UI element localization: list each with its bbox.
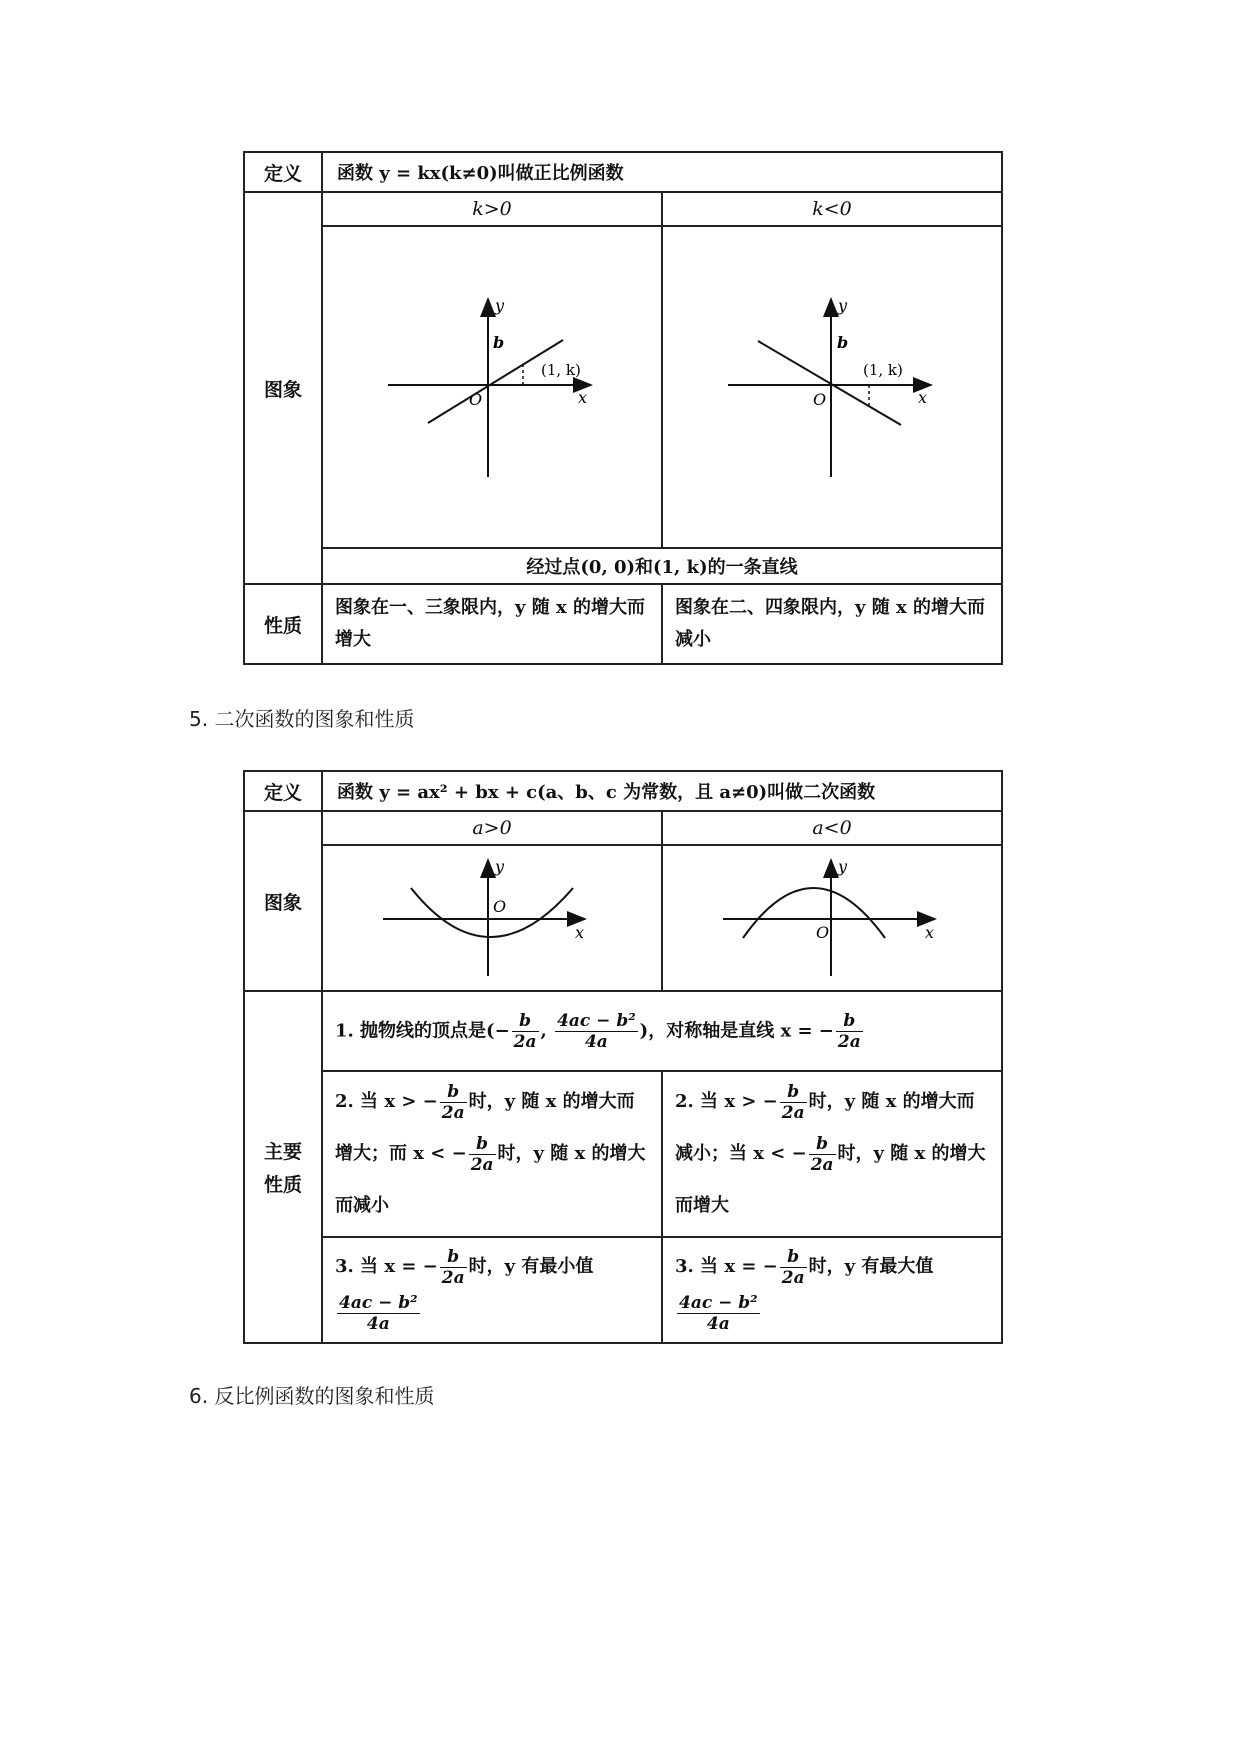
fraction-numerator: b <box>780 1247 807 1268</box>
fraction <box>469 1134 496 1175</box>
fraction-numerator: b <box>440 1082 467 1103</box>
text-part: 时，y 随 x 的增大 <box>837 1143 986 1164</box>
fraction-numerator: 4ac − b² <box>679 1292 758 1313</box>
y-axis-label: y <box>495 857 505 876</box>
text-part: 2. 当 x > − <box>335 1091 438 1112</box>
vertex-property <box>322 991 1002 1071</box>
point-label: (1, k) <box>863 361 903 379</box>
fraction-denominator: 4a <box>584 1031 608 1052</box>
fraction-numerator: b <box>836 1011 863 1032</box>
fraction-denominator: 2a <box>837 1031 861 1052</box>
text-part: 减小；当 x < − <box>675 1143 807 1164</box>
fraction-denominator: 2a <box>441 1102 465 1123</box>
fraction-numerator: 4ac − b² <box>557 1010 636 1031</box>
monotonic-property-a-positive <box>322 1071 662 1237</box>
text-part: 而减小 <box>335 1195 389 1216</box>
text-part: 2. 当 x > − <box>675 1091 778 1112</box>
origin-label: O <box>469 390 483 409</box>
minimum-value-fraction <box>337 1293 420 1334</box>
property-label: 性质 <box>244 584 322 664</box>
b-label: b <box>837 333 849 352</box>
case-header-k-negative: k<0 <box>662 192 1002 226</box>
graph-a-positive <box>323 846 663 986</box>
fraction-numerator: b <box>809 1134 836 1155</box>
line-graph <box>758 341 901 425</box>
graph-cell-k-positive <box>322 226 662 548</box>
definition-label: 定义 <box>244 152 322 192</box>
x-axis-label: x <box>578 388 588 407</box>
linear-function-table <box>243 151 1003 665</box>
fraction-denominator: 4a <box>366 1313 390 1334</box>
text-part: 而增大 <box>675 1195 729 1216</box>
text-part: 3. 当 x = − <box>675 1256 778 1277</box>
y-axis-label: y <box>838 296 848 315</box>
graph-cell-a-negative <box>662 845 1002 991</box>
y-axis-label: y <box>838 857 848 876</box>
text-part: 时，y 有最大值 <box>808 1256 934 1277</box>
origin-label: O <box>813 390 827 409</box>
fraction-numerator: 4ac − b² <box>339 1292 418 1313</box>
main-property-label <box>244 991 322 1343</box>
fraction <box>809 1134 836 1175</box>
text-part: 时，y 有最小值 <box>468 1256 594 1277</box>
extreme-property-a-negative <box>662 1237 1002 1343</box>
fraction-numerator: b <box>440 1247 467 1268</box>
case-header-k-positive: k>0 <box>322 192 662 226</box>
separator: , <box>540 1020 547 1041</box>
fraction-denominator: 2a <box>810 1154 834 1175</box>
line-graph <box>428 340 563 423</box>
graph-k-positive <box>323 227 663 543</box>
case-header-a-negative: a<0 <box>662 811 1002 845</box>
x-axis-label: x <box>575 923 585 942</box>
fraction-numerator: b <box>469 1134 496 1155</box>
fraction-denominator: 2a <box>470 1154 494 1175</box>
vertex-prefix: 1. 抛物线的顶点是(− <box>335 1020 510 1041</box>
parabola-down <box>743 888 885 938</box>
fraction <box>836 1011 863 1052</box>
origin-label: O <box>816 923 830 942</box>
graph-cell-a-positive <box>322 845 662 991</box>
section-heading-6: 6. 反比例函数的图象和性质 <box>189 1384 435 1408</box>
fraction-denominator: 2a <box>441 1267 465 1288</box>
origin-label: O <box>493 897 507 916</box>
parabola-up <box>411 888 573 937</box>
graph-label: 图象 <box>244 811 322 991</box>
quadratic-function-table <box>243 770 1003 1344</box>
text-part: 增大；而 x < − <box>335 1143 467 1164</box>
section-heading-5: 5. 二次函数的图象和性质 <box>189 707 415 731</box>
graph-a-negative <box>663 846 1003 986</box>
fraction <box>440 1082 467 1123</box>
line-note: 经过点(0, 0)和(1, k)的一条直线 <box>322 548 1002 584</box>
text-part: 3. 当 x = − <box>335 1256 438 1277</box>
fraction-numerator: b <box>780 1082 807 1103</box>
monotonic-property-a-negative <box>662 1071 1002 1237</box>
fraction <box>512 1011 539 1052</box>
definition-text: 函数 y = kx(k≠0)叫做正比例函数 <box>322 152 1002 192</box>
fraction-denominator: 2a <box>513 1031 537 1052</box>
main-property-label-line2: 性质 <box>263 1174 302 1196</box>
case-header-a-positive: a>0 <box>322 811 662 845</box>
text-part: 时，y 随 x 的增大而 <box>468 1091 635 1112</box>
y-axis-label: y <box>495 296 505 315</box>
definition-label: 定义 <box>244 771 322 811</box>
fraction-numerator: b <box>512 1011 539 1032</box>
graph-cell-k-negative <box>662 226 1002 548</box>
x-axis-label: x <box>918 388 928 407</box>
fraction-denominator: 4a <box>706 1313 730 1334</box>
maximum-value-fraction <box>677 1293 760 1334</box>
point-label: (1, k) <box>541 361 581 379</box>
fraction <box>780 1247 807 1288</box>
definition-text: 函数 y = ax² + bx + c(a、b、c 为常数，且 a≠0)叫做二次函数 <box>322 771 1002 811</box>
x-axis-label: x <box>925 923 935 942</box>
graph-label: 图象 <box>244 192 322 584</box>
fraction-denominator: 2a <box>781 1102 805 1123</box>
vertex-middle: )，对称轴是直线 x = − <box>639 1020 834 1041</box>
graph-k-negative <box>663 227 1003 543</box>
extreme-property-a-positive <box>322 1237 662 1343</box>
fraction <box>555 1011 638 1052</box>
fraction <box>780 1082 807 1123</box>
fraction <box>440 1247 467 1288</box>
property-k-positive: 图象在一、三象限内，y 随 x 的增大而增大 <box>322 584 662 664</box>
main-property-label-line1: 主要 <box>263 1141 302 1163</box>
text-part: 时，y 随 x 的增大 <box>497 1143 646 1164</box>
b-label: b <box>493 333 505 352</box>
fraction-denominator: 2a <box>781 1267 805 1288</box>
text-part: 时，y 随 x 的增大而 <box>808 1091 975 1112</box>
property-k-negative: 图象在二、四象限内，y 随 x 的增大而减小 <box>662 584 1002 664</box>
